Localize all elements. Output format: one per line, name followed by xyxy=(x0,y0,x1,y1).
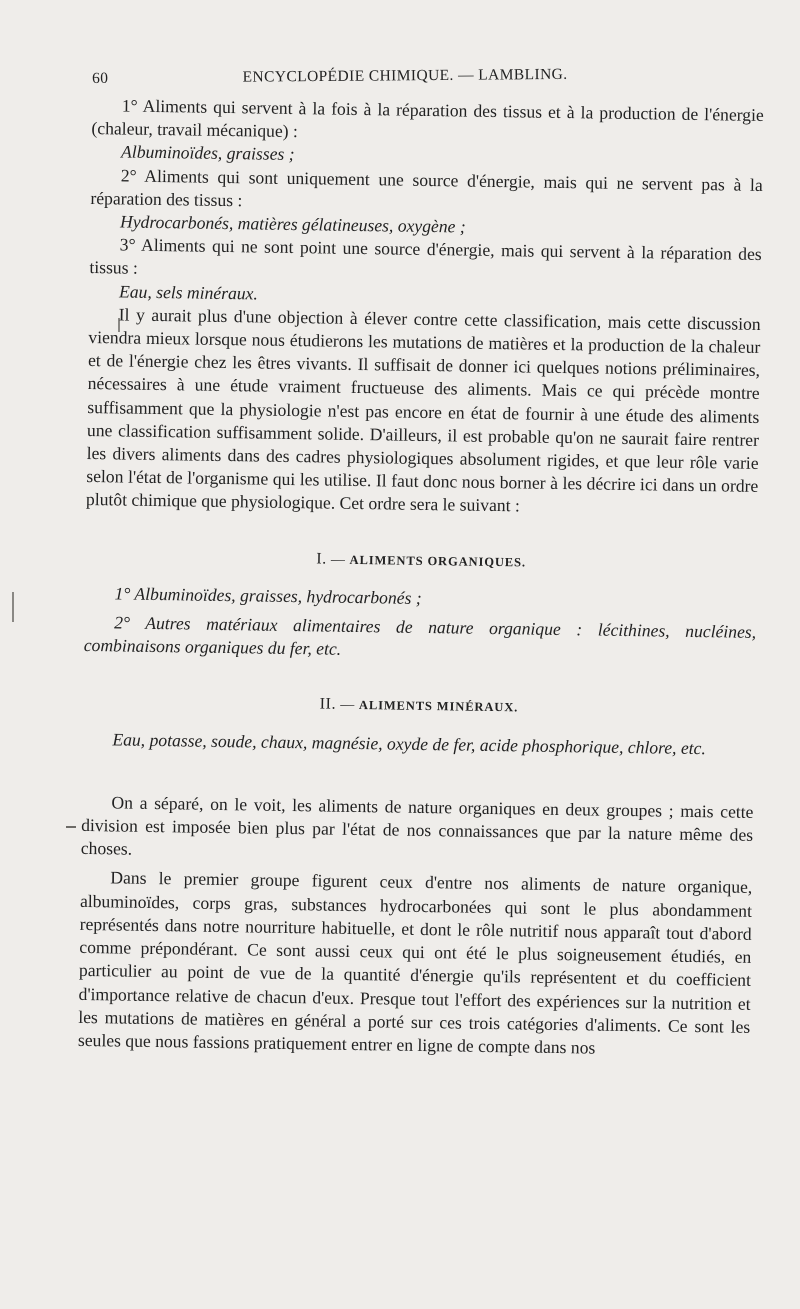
organic-item-2: 2° Autres matériaux alimentaires de nature organique : lécithines, nucléines, combinaisons organiques du fer, etc. xyxy=(83,612,757,660)
paragraph-first-group: Dans le premier groupe figurent ceux d'entre nos aliments de nature organique, albuminoïdes, corps gras, substances hydrocarbonées qui sont le plus abondamment représentés dans notre nourriture habituelle, et dont le rôle nutritif nous apparaît tout d'abord comme prépondérant. Ce sont aussi ceux qui ont été le plus soigneusement étudiés, en particulier au point de vue de la quantité d'énergie qu'ils représentent et du coefficient d'importance relative de chacun d'eux. Presque tout l'effort des expériences sur la nutrition et les mutations de matières en général a porté sur ces trois catégories d'aliments. Ce sont les seules que nous fassions pratiquement entrer en ligne de compte dans nos xyxy=(77,867,753,1058)
list-item-1: 1° Aliments qui servent à la fois à la réparation des tissus et à la production de l'énergie (chaleur, travail mécanique) : xyxy=(91,95,764,142)
running-title: ENCYCLOPÉDIE CHIMIQUE. — LAMBLING. xyxy=(242,65,568,86)
section-heading-mineral: II. — ALIMENTS MINÉRAUX. xyxy=(319,695,519,715)
list-item-3: 3° Aliments qui ne sont point une source d'énergie, mais qui servent à la réparation des tissus : xyxy=(89,234,762,279)
page-body xyxy=(78,94,764,1062)
page-number: 60 xyxy=(92,69,109,87)
paragraph-classification: Il y aurait plus d'une objection à élever contre cette classification, mais cette discussion viendra mieux lorsque nous étudierons les mutations de matières et la production de la chaleur et de l'énergie chez les êtres vivants. Il suffisait de donner ici quelques notions préliminaires, nécessaires à une étude vraiment fructueuse des aliments. Mais ce qui précède montre suffisamment que la physiologie n'est pas encore en état de fournir à une étude des aliments une classification suffisamment solide. D'ailleurs, il est probable qu'on ne saurait faire rentrer les divers aliments dans des cadres physiologiques absolument rigides, et que leur rôle varie selon l'état de l'organisme qui les utilise. Il faut donc nous borner à les décrire ici dans un ordre plutôt chimique que physiologique. Cet ordre sera le suivant : xyxy=(85,304,761,516)
section-heading-organic: I. — ALIMENTS ORGANIQUES. xyxy=(316,550,527,570)
list-item-1-example: Albuminoïdes, graisses ; xyxy=(120,141,295,165)
section-1-title: ALIMENTS ORGANIQUES. xyxy=(349,552,527,570)
list-item-2: 2° Aliments qui sont uniquement une source d'énergie, mais qui ne servent pas à la réparation des tissus : xyxy=(90,165,763,211)
running-header xyxy=(92,64,764,88)
paragraph-groups: On a séparé, on le voit, les aliments de nature organiques en deux groupes ; mais cette division est imposée bien plus par l'état de nos connaissances que par la nature même des choses. xyxy=(80,792,754,859)
section-2-numeral: II. xyxy=(319,695,337,714)
list-item-3-example: Eau, sels minéraux. xyxy=(118,281,258,304)
organic-item-1: 1° Albuminoïdes, graisses, hydrocarbonés ; xyxy=(114,583,422,608)
margin-mark-left xyxy=(12,592,14,622)
section-1-numeral: I. xyxy=(316,550,327,568)
mineral-list: Eau, potasse, soude, chaux, magnésie, oxyde de fer, acide phosphorique, chlore, etc. xyxy=(112,729,707,758)
section-2-title: ALIMENTS MINÉRAUX. xyxy=(358,698,519,715)
margin-dash xyxy=(66,826,76,828)
list-item-2-example: Hydrocarbonés, matières gélatineuses, oxygène ; xyxy=(119,211,466,237)
